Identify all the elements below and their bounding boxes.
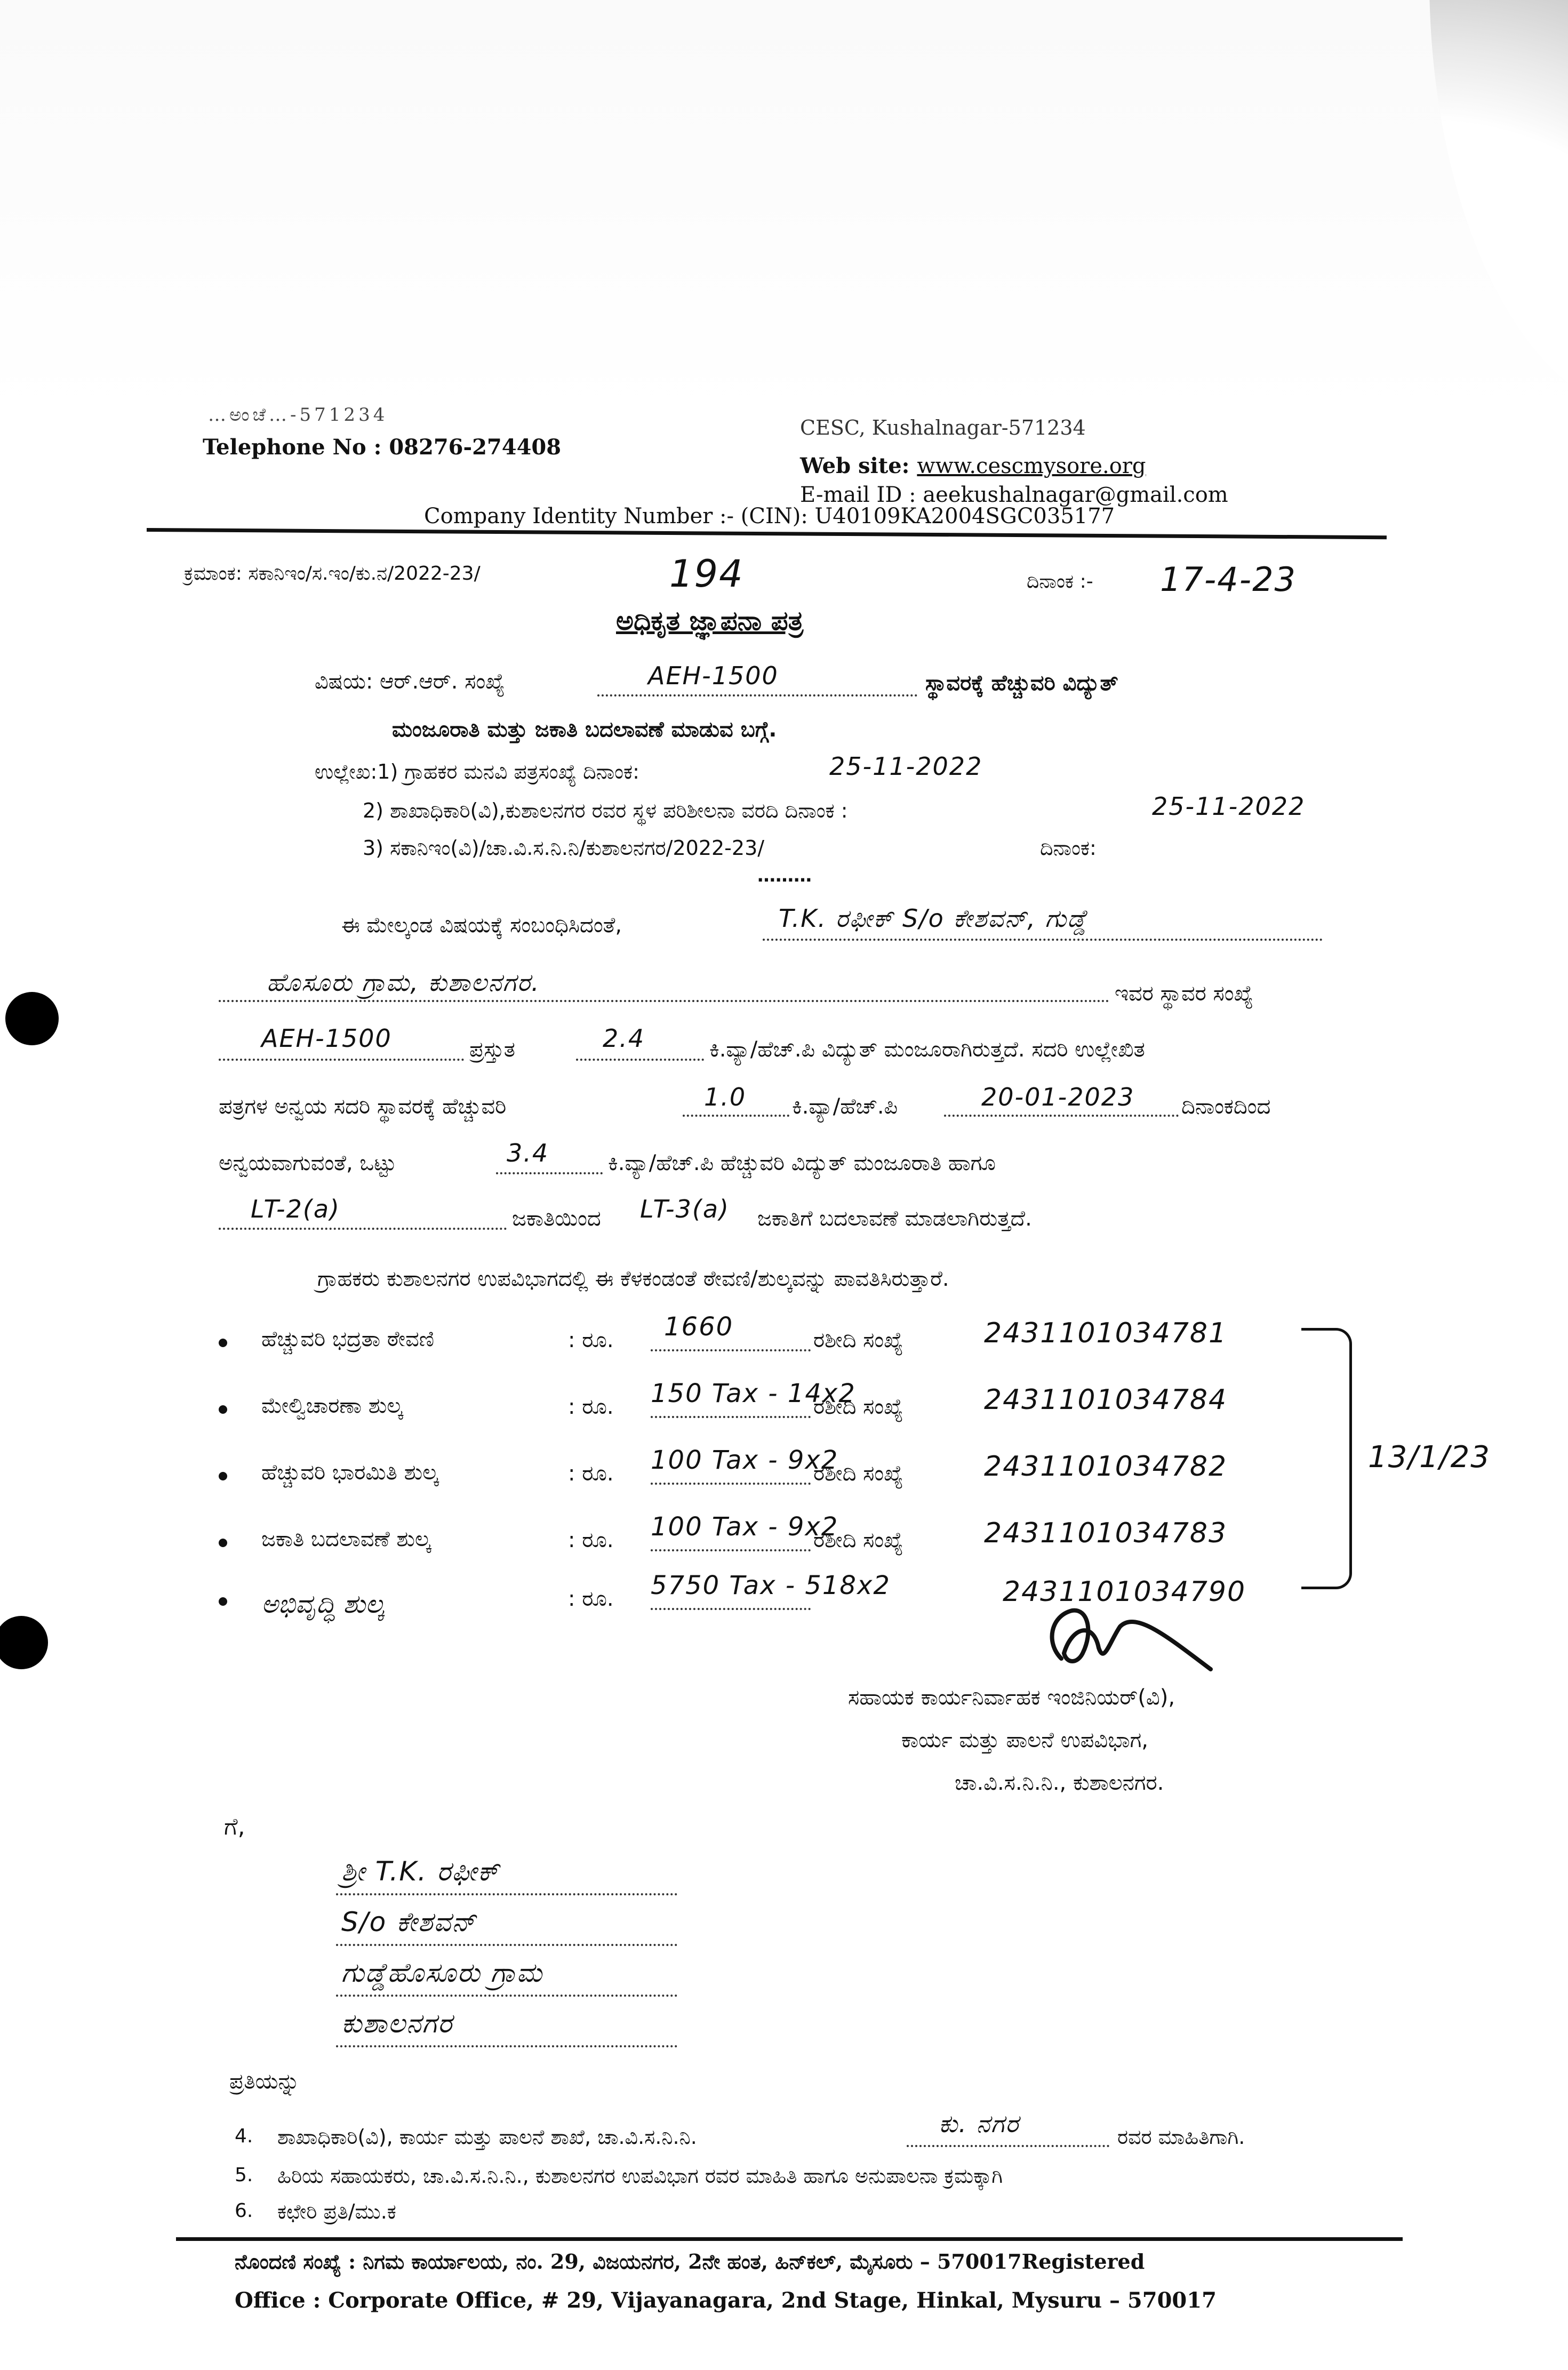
payment-amount: 1660 bbox=[664, 1312, 734, 1342]
payment-amount: 5750 Tax - 518x2 bbox=[651, 1571, 891, 1600]
ref-label: ಕ್ರಮಾಂಕ: ಸಕಾನಿಇಂ/ಸ.ಇಂ/ಕು.ನ/2022-23/ bbox=[184, 563, 481, 585]
payment-dots bbox=[651, 1416, 811, 1418]
bullet-icon bbox=[219, 1597, 227, 1606]
copy-4-suffix: ರವರ ಮಾಹಿತಿಗಾಗಿ. bbox=[1117, 2125, 1245, 2149]
date-value: 17-4-23 bbox=[1160, 560, 1297, 599]
footer-rule bbox=[176, 2237, 1403, 2241]
bullet-icon bbox=[219, 1339, 227, 1347]
payment-intro: ಗ್ರಾಹಕರು ಕುಶಾಲನಗರ ಉಪವಿಭಾಗದಲ್ಲಿ ಈ ಕೆಳಕಂಡಂತೆ ಠೇವಣಿ/ಶುಲ್ಕವನ್ನು ಪಾವತಿಸಿರುತ್ತಾರೆ. bbox=[317, 1267, 949, 1291]
body-l3-rr: AEH-1500 bbox=[261, 1024, 392, 1053]
copy-5-number: 5. bbox=[235, 2164, 253, 2186]
body-l6-mid: ಜಕಾತಿಯಿಂದ bbox=[512, 1206, 601, 1231]
payment-amount: 100 Tax - 9x2 bbox=[651, 1445, 839, 1475]
bullet-icon bbox=[219, 1405, 227, 1414]
payment-receipt-label: ರಶೀದಿ ಸಂಖ್ಯೆ bbox=[813, 1328, 903, 1352]
subject-rr-number: AEH-1500 bbox=[648, 661, 779, 690]
ref1-label: ಉಲ್ಲೇಖ:1) ಗ್ರಾಹಕರ ಮನವಿ ಪತ್ರಸಂಖ್ಯೆ ದಿನಾಂಕ: bbox=[315, 760, 639, 783]
payment-label: ಜಕಾತಿ ಬದಲಾವಣೆ ಶುಲ್ಕ bbox=[261, 1527, 431, 1551]
dots-l3b bbox=[576, 1059, 704, 1061]
copy-5-text: ಹಿರಿಯ ಸಹಾಯಕರು, ಚಾ.ವಿ.ಸ.ನಿ.ನಿ., ಕುಶಾಲನಗರ ಉಪವಿಭಾಗ ರವರ ಮಾಹಿತಿ ಹಾಗೂ ಅನುಪಾಲನಾ ಕ್ರಮಕ್ಕಾಗಿ bbox=[277, 2164, 1003, 2188]
payment-receipt-label: ರಶೀದಿ ಸಂಖ್ಯೆ bbox=[813, 1461, 903, 1486]
body-l4-mid: ಕಿ.ವ್ಯಾ/ಹೆಚ್.ಪಿ bbox=[792, 1094, 898, 1119]
body-l1-prefix: ಈ ಮೇಲ್ಕಂಡ ವಿಷಯಕ್ಕೆ ಸಂಬಂಧಿಸಿದಂತೆ, bbox=[341, 913, 622, 938]
website-link[interactable]: www.cescmysore.org bbox=[917, 454, 1146, 478]
punch-hole-2 bbox=[0, 1616, 48, 1669]
subject-line1-prefix: ವಿಷಯ: ಆರ್.ಆರ್. ಸಂಖ್ಯೆ bbox=[315, 669, 505, 694]
dots-l3a bbox=[219, 1059, 464, 1061]
dots-l1 bbox=[763, 939, 1323, 941]
body-l3-mid: ಪ್ರಸ್ತುತ bbox=[469, 1037, 515, 1062]
dots-l4a bbox=[683, 1115, 789, 1117]
bullet-icon bbox=[219, 1472, 227, 1480]
body-l5-prefix: ಅನ್ವಯವಾಗುವಂತೆ, ಒಟ್ಟು bbox=[219, 1151, 396, 1175]
payment-dots bbox=[651, 1549, 811, 1551]
to-address-line: S/o ಕೇಶವನ್ bbox=[341, 1907, 477, 1937]
body-l6-to: LT-3(a) bbox=[640, 1195, 730, 1223]
cin: Company Identity Number :- (CIN): U40109KA2004SGC035177 bbox=[424, 504, 1115, 529]
copy-4-prefix: ಶಾಖಾಧಿಕಾರಿ(ವಿ), ಕಾರ್ಯ ಮತ್ತು ಪಾಲನೆ ಶಾಖೆ, ಚಾ.ವಿ.ಸ.ನಿ.ನಿ. bbox=[277, 2125, 697, 2149]
payment-receipt-number: 2431101034790 bbox=[1003, 1576, 1246, 1608]
body-l6-from: LT-2(a) bbox=[251, 1195, 340, 1223]
body-l5-suffix: ಕಿ.ವ್ಯಾ/ಹೆಚ್.ಪಿ ಹೆಚ್ಚುವರಿ ವಿದ್ಯುತ್ ಮಂಜೂರಾತಿ ಹಾಗೂ bbox=[608, 1151, 996, 1175]
to-address-dots bbox=[336, 1944, 677, 1946]
ref3-date-label: ದಿನಾಂಕ: bbox=[1040, 836, 1097, 860]
payment-label: ಹೆಚ್ಚುವರಿ ಭಾರಮಿತಿ ಶುಲ್ಕ bbox=[261, 1460, 438, 1485]
footer-line2: Office : Corporate Office, # 29, Vijayanagara, 2nd Stage, Hinkal, Mysuru – 570017 bbox=[235, 2288, 1217, 2313]
document-title: ಅಧಿಕೃತ ಜ್ಞಾಪನಾ ಪತ್ರ bbox=[616, 605, 804, 636]
payment-receipt-number: 2431101034783 bbox=[984, 1517, 1228, 1549]
body-l3-load: 2.4 bbox=[603, 1024, 645, 1053]
ref3-label: 3) ಸಕಾನಿಇಂ(ವಿ)/ಚಾ.ವಿ.ಸ.ನಿ.ನಿ/ಕುಶಾಲನಗರ/2022-23/ bbox=[363, 836, 765, 860]
payment-amount: 100 Tax - 9x2 bbox=[651, 1512, 839, 1542]
payment-receipt-label: ರಶೀದಿ ಸಂಖ್ಯೆ bbox=[813, 1528, 903, 1552]
payment-receipt-number: 2431101034784 bbox=[984, 1384, 1228, 1416]
to-address-dots bbox=[336, 1893, 677, 1895]
payment-amount: 150 Tax - 14x2 bbox=[651, 1379, 856, 1408]
ref1-value: 25-11-2022 bbox=[829, 752, 983, 781]
payment-rs: : ರೂ. bbox=[568, 1587, 614, 1611]
letterhead-partial-left: …ಅಂಚೆ…-571234 bbox=[208, 404, 388, 426]
ref-number: 194 bbox=[669, 552, 744, 596]
copy-4-hand: ಕು. ನಗರ bbox=[939, 2109, 1020, 2138]
body-l1-name: T.K. ರಫೀಕ್ S/o ಕೇಶವನ್, ಗುಡ್ಡೆ bbox=[779, 904, 1088, 933]
body-l6-suffix: ಜಕಾತಿಗೆ ಬದಲಾವಣೆ ಮಾಡಲಾಗಿರುತ್ತದೆ. bbox=[757, 1206, 1032, 1231]
signatory-line1: ಸಹಾಯಕ ಕಾರ್ಯನಿರ್ವಾಹಕ ಇಂಜಿನಿಯರ್(ವಿ), bbox=[848, 1685, 1175, 1710]
ref2-value: 25-11-2022 bbox=[1152, 792, 1306, 821]
body-l4-prefix: ಪತ್ರಗಳ ಅನ್ವಯ ಸದರಿ ಸ್ಥಾವರಕ್ಕೆ ಹೆಚ್ಚುವರಿ bbox=[219, 1094, 507, 1119]
payment-receipt-number: 2431101034781 bbox=[984, 1317, 1228, 1349]
payment-rs: : ರೂ. bbox=[568, 1461, 614, 1486]
dots-l4b bbox=[944, 1115, 1179, 1117]
signatory-line3: ಚಾ.ವಿ.ಸ.ನಿ.ನಿ., ಕುಶಾಲನಗರ. bbox=[955, 1771, 1164, 1795]
dots-copy4 bbox=[907, 2145, 1109, 2147]
payment-dots bbox=[651, 1608, 811, 1610]
copy-6-text: ಕಛೇರಿ ಪ್ರತಿ/ಮು.ಕ bbox=[277, 2200, 396, 2223]
body-l2-suffix: ಇವರ ಸ್ಥಾವರ ಸಂಖ್ಯೆ bbox=[1115, 981, 1253, 1006]
footer-line1: ನೊಂದಣಿ ಸಂಖ್ಯೆ : ನಿಗಮ ಕಾರ್ಯಾಲಯ, ನಂ. 29, ವಿಜಯನಗರ, 2ನೇ ಹಂತ, ಹಿನ್‌ಕಲ್, ಮೈಸೂರು – 570017Registered bbox=[235, 2249, 1145, 2273]
body-l4-suffix: ದಿನಾಂಕದಿಂದ bbox=[1181, 1094, 1271, 1119]
payment-rs: : ರೂ. bbox=[568, 1528, 614, 1552]
dots-l6a bbox=[219, 1228, 507, 1230]
subject-dots bbox=[597, 694, 917, 696]
signature-mark bbox=[1029, 1595, 1221, 1685]
payments-bracket bbox=[1301, 1328, 1352, 1589]
to-address-line: ಶ್ರೀ T.K. ರಫೀಕ್ bbox=[341, 1856, 500, 1887]
to-address-line: ಕುಶಾಲನಗರ bbox=[341, 2008, 453, 2039]
payment-rs: : ರೂ. bbox=[568, 1395, 614, 1419]
copy-4-number: 4. bbox=[235, 2125, 253, 2147]
payment-label: ಹೆಚ್ಚುವರಿ ಭದ್ರತಾ ಠೇವಣಿ bbox=[261, 1327, 435, 1351]
letterhead-rule bbox=[147, 528, 1387, 539]
website-label: Web site: bbox=[800, 453, 910, 478]
copy-label: ಪ್ರತಿಯನ್ನು bbox=[229, 2069, 300, 2094]
payment-dots bbox=[651, 1483, 811, 1485]
date-label: ದಿನಾಂಕ :- bbox=[1027, 571, 1093, 592]
ref2-label: 2) ಶಾಖಾಧಿಕಾರಿ(ವಿ),ಕುಶಾಲನಗರ ರವರ ಸ್ಥಳ ಪರಿಶೀಲನಾ ವರದಿ ದಿನಾಂಕ : bbox=[363, 799, 848, 822]
payment-dots bbox=[651, 1349, 811, 1351]
dots-l5 bbox=[496, 1172, 603, 1174]
punch-hole-1 bbox=[5, 992, 59, 1045]
letterhead-partial-right: CESC, Kushalnagar-571234 bbox=[800, 416, 1086, 439]
email: E-mail ID : aeekushalnagar@gmail.com bbox=[800, 483, 1228, 507]
payment-rs: : ರೂ. bbox=[568, 1328, 614, 1352]
payment-receipt-number: 2431101034782 bbox=[984, 1451, 1228, 1483]
to-address-line: ಗುಡ್ಡೆಹೊಸೂರು ಗ್ರಾಮ bbox=[341, 1957, 543, 1988]
page-top-background bbox=[0, 0, 1568, 416]
copy-6-number: 6. bbox=[235, 2200, 253, 2222]
signatory-line2: ಕಾರ್ಯ ಮತ್ತು ಪಾಲನೆ ಉಪವಿಭಾಗ, bbox=[901, 1728, 1148, 1752]
body-l4-additional: 1.0 bbox=[704, 1083, 747, 1111]
bullet-icon bbox=[219, 1539, 227, 1547]
to-label: ಗೆ, bbox=[224, 1813, 245, 1840]
to-address-dots bbox=[336, 1995, 677, 1997]
website bbox=[800, 453, 1146, 478]
ref-separator: ……… bbox=[757, 865, 812, 886]
subject-line2: ಮಂಜೂರಾತಿ ಮತ್ತು ಜಕಾತಿ ಬದಲಾವಣೆ ಮಾಡುವ ಬಗ್ಗೆ. bbox=[392, 717, 777, 742]
payment-label: ಅಭಿವೃದ್ಧಿ ಶುಲ್ಕ bbox=[261, 1589, 385, 1619]
body-l5-total: 3.4 bbox=[507, 1139, 549, 1167]
subject-line1-suffix: ಸ್ಥಾವರಕ್ಕೆ ಹೆಚ್ಚುವರಿ ವಿದ್ಯುತ್ bbox=[925, 671, 1118, 695]
dots-l2 bbox=[219, 1000, 1109, 1002]
payment-receipt-label: ರಶೀದಿ ಸಂಖ್ಯೆ bbox=[813, 1395, 903, 1419]
bracket-date: 13/1/23 bbox=[1368, 1440, 1491, 1475]
to-address-dots bbox=[336, 2045, 677, 2047]
payment-label: ಮೇಲ್ವಿಚಾರಣಾ ಶುಲ್ಕ bbox=[261, 1394, 403, 1418]
body-l4-date: 20-01-2023 bbox=[981, 1083, 1135, 1111]
body-l3-suffix: ಕಿ.ವ್ಯಾ/ಹೆಚ್.ಪಿ ವಿದ್ಯುತ್ ಮಂಜೂರಾಗಿರುತ್ತದೆ. ಸದರಿ ಉಲ್ಲೇಖಿತ bbox=[709, 1037, 1145, 1062]
body-l2-address: ಹೊಸೂರು ಗ್ರಾಮ, ಕುಶಾಲನಗರ. bbox=[267, 968, 540, 997]
telephone: Telephone No : 08276-274408 bbox=[203, 435, 562, 460]
